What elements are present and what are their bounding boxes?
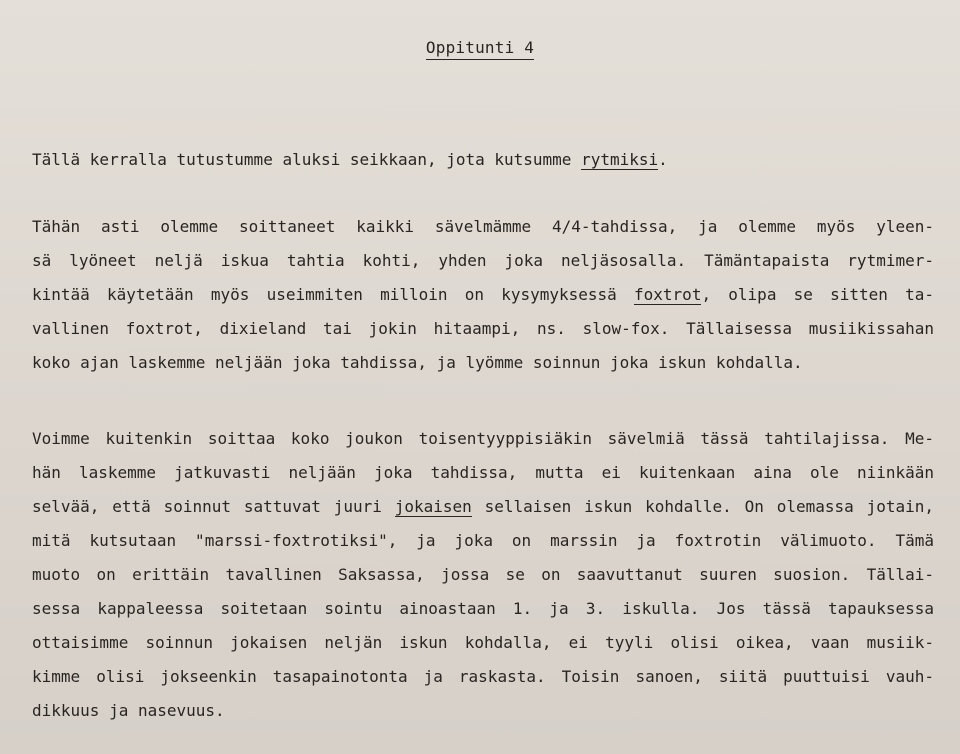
lesson-title (0, 38, 960, 57)
text-segment: Tällä kerralla tutustumme aluksi seikkaan, jota kutsumme (32, 150, 582, 169)
text-segment: . (658, 150, 668, 169)
text-segment: ottaisimme soinnun jokaisen neljän iskun kohdalla, ei tyyli olisi oikea, vaan musiik- (32, 633, 934, 652)
text-segment: kimme olisi jokseenkin tasapainotonta ja raskasta. Toisin sanoen, siitä puuttuisi vauh- (32, 667, 934, 686)
text-line (32, 422, 934, 456)
paragraph-2 (32, 210, 934, 380)
text-segment: , olipa se sitten ta- (701, 285, 934, 304)
text-line (32, 244, 934, 278)
text-line (32, 210, 934, 244)
text-line (32, 558, 934, 592)
text-line (32, 660, 934, 694)
text-segment: muoto on erittäin tavallinen Saksassa, jossa se on saavuttanut suuren suosion. Tällai- (32, 565, 934, 584)
paragraph-1 (32, 143, 934, 177)
text-segment: sellaisen iskun kohdalle. On olemassa jotain, (471, 497, 935, 516)
text-line (32, 694, 934, 728)
text-line (32, 278, 934, 312)
text-line (32, 626, 934, 660)
text-segment: Voimme kuitenkin soittaa koko joukon toisentyyppisiäkin sävelmiä tässä tahtilajissa. Me- (32, 429, 934, 448)
text-segment: kintää käytetään myös useimmiten milloin on kysymyksessä (32, 285, 635, 304)
paragraph-3 (32, 422, 934, 728)
text-segment: koko ajan laskemme neljään joka tahdissa, ja lyömme soinnun joka iskun kohdalla. (32, 353, 803, 372)
text-line (32, 346, 934, 380)
text-segment: vallinen foxtrot, dixieland tai jokin hitaampi, ns. slow-fox. Tällaisessa musiikissahan (32, 319, 934, 338)
text-segment: sessa kappaleessa soitetaan sointu ainoastaan 1. ja 3. iskulla. Jos tässä tapauksessa (32, 599, 934, 618)
underlined-term: foxtrot (634, 285, 702, 304)
underlined-term: rytmiksi (581, 150, 659, 169)
text-segment: sä lyöneet neljä iskua tahtia kohti, yhden joka neljäsosalla. Tämäntapaista rytmimer- (32, 251, 934, 270)
text-line (32, 490, 934, 524)
text-line (32, 456, 934, 490)
text-line (32, 592, 934, 626)
text-segment: dikkuus ja nasevuus. (32, 701, 225, 720)
underlined-term: jokaisen (394, 497, 472, 516)
text-line (32, 312, 934, 346)
lesson-title-text: Oppitunti 4 (426, 38, 534, 60)
text-line (32, 524, 934, 558)
text-segment: Tähän asti olemme soittaneet kaikki sävelmämme 4/4-tahdissa, ja olemme myös yleen- (32, 217, 934, 236)
text-line (32, 143, 934, 177)
text-segment: selvää, että soinnut sattuvat juuri (32, 497, 395, 516)
text-segment: mitä kutsutaan "marssi-foxtrotiksi", ja joka on marssin ja foxtrotin välimuoto. Tämä (32, 531, 934, 550)
text-segment: hän laskemme jatkuvasti neljään joka tahdissa, mutta ei kuitenkaan aina ole niinkään (32, 463, 934, 482)
